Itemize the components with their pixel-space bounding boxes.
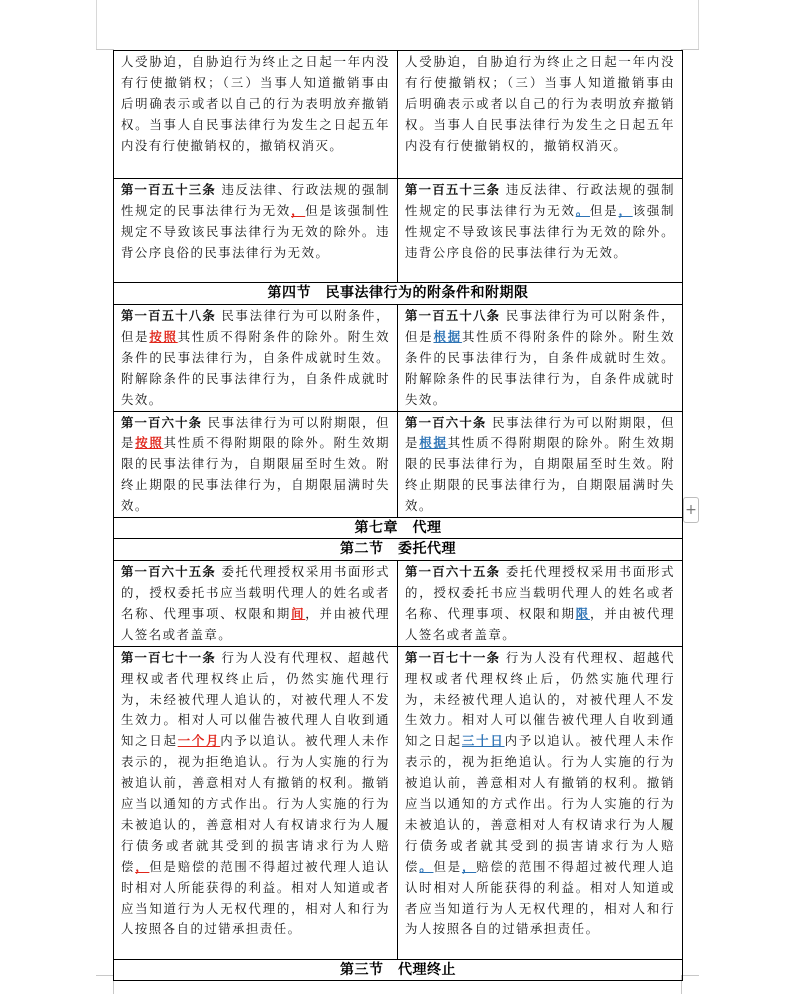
cell-text: 其性质不得附条件的除外。附生效条件的民事法律行为，自条件成就时生效。附解除条件的民事法律行为，自条件成就时失效。 [405, 328, 676, 407]
cell-text: 但是 [433, 858, 462, 874]
change-mark-inserted: 限 [575, 605, 590, 621]
cell-text: 民事法律行为可以附期限，但是 [405, 414, 676, 451]
plus-icon: + [685, 502, 697, 518]
left-cell[interactable] [114, 561, 398, 647]
table-row [114, 51, 683, 179]
table-row [114, 646, 683, 959]
chapter-heading: 第七章 代理 [114, 518, 683, 539]
cell-text: 赔偿的范围不得超过被代理人追认时相对人所能获得的利益。相对人知道或者应当知道行为人无权代理的，相对人和行为人按照各自的过错承担责任。 [121, 858, 391, 937]
section-heading-row [114, 539, 683, 561]
cell-text: 其性质不得附期限的除外。附生效期限的民事法律行为，自期限届至时生效。附终止期限的民事法律行为，自期限届满时失效。 [405, 435, 676, 514]
cell-text: 违反法律、行政法规的强制性规定的民事法律行为无效 [121, 182, 390, 218]
crop-mark-bottom-left [96, 975, 114, 976]
cell-text: 行为人没有代理权、超越代理权或者代理权终止后，仍然实施代理行为，未经被代理人追认的，对被代理人不发生效力。相对人可以催告被代理人自收到通知之日起 [121, 649, 390, 749]
cell-text: 民事法律行为可以附条件，但是 [121, 308, 390, 344]
chapter-heading-row [114, 518, 683, 539]
add-row-button[interactable] [683, 497, 699, 523]
change-mark-inserted: ， [618, 202, 633, 218]
cell-text: 但是 [589, 202, 619, 218]
crop-mark-bottom-right [681, 975, 699, 976]
article-number: 第一百五十八条 [121, 308, 216, 323]
change-mark-deleted: ， [291, 202, 306, 218]
section-heading: 第三节 代理终止 [114, 959, 683, 980]
article-number: 第一百六十五条 [405, 564, 501, 580]
right-cell[interactable] [398, 179, 683, 283]
change-mark-inserted: 。 [419, 858, 434, 874]
cell-text: 内予以追认。被代理人未作表示的，视为拒绝追认。行为人实施的行为被追认前，善意相对人有撤销的权利。撤销应当以通知的方式作出。行为人实施的行为未被追认的，善意相对人有权请求行为人履行债务或者就其受到的损害请求行为人赔偿 [121, 733, 391, 874]
cell-text: ，并由被代理人签名或者盖章。 [121, 605, 391, 642]
crop-mark-top-right [681, 49, 699, 50]
comparison-table [113, 50, 683, 981]
section-heading: 第四节 民事法律行为的附条件和附期限 [114, 283, 683, 305]
section-heading-row [114, 283, 683, 305]
section-heading: 第二节 委托代理 [114, 539, 683, 561]
cell-text: 行为人没有代理权、超越代理权或者代理权终止后，仍然实施代理行为，未经被代理人追认的，对被代理人不发生效力。相对人可以催告被代理人自收到通知之日起 [405, 649, 675, 749]
cell-text: 委托代理授权采用书面形式的，授权委托书应当载明代理人的姓名或者名称、代理事项、权限和期 [405, 564, 675, 621]
page-edge-left [96, 0, 97, 50]
change-mark-deleted: 按照 [135, 435, 164, 451]
table-row [114, 179, 683, 283]
page-edge-right [698, 0, 699, 50]
article-number: 第一百六十五条 [121, 564, 216, 580]
cell-text: 但是该强制性规定不导致该民事法律行为无效的除外。违背公序良俗的民事法律行为无效。 [121, 202, 391, 260]
cell-text: 赔偿的范围不得超过被代理人追认时相对人所能获得的利益。相对人知道或者应当知道行为人无权代理的，相对人和行为人按照各自的过错承担责任。 [405, 858, 676, 937]
article-number: 第一百六十条 [405, 414, 487, 430]
change-mark-deleted: 间 [291, 605, 306, 621]
crop-mark-top-left [96, 49, 114, 50]
left-cell[interactable] [114, 411, 398, 518]
cell-text: 民事法律行为可以附条件，但是 [405, 308, 675, 344]
left-cell[interactable] [114, 179, 398, 283]
cell-text: 人受胁迫，自胁迫行为终止之日起一年内没有行使撤销权；（三）当事人知道撤销事由后明确表示或者以自己的行为表明放弃撤销权。当事人自民事法律行为发生之日起五年内没有行使撤销权的，撤销权消灭。 [121, 54, 390, 153]
cell-text: 民事法律行为可以附期限，但是 [121, 414, 391, 451]
right-cell[interactable] [398, 646, 683, 959]
table-row [114, 561, 683, 647]
cell-text: ，并由被代理人签名或者盖章。 [405, 605, 676, 642]
change-mark-inserted: 根据 [419, 435, 448, 451]
article-number: 第一百七十一条 [405, 649, 501, 665]
right-cell[interactable] [398, 51, 683, 179]
change-mark-deleted: 一个月 [177, 733, 221, 749]
article-number: 第一百六十条 [121, 414, 203, 430]
change-mark-inserted: ， [461, 858, 477, 874]
cell-text: 内予以追认。被代理人未作表示的，视为拒绝追认。行为人实施的行为被追认前，善意相对人有撤销的权利。撤销应当以通知的方式作出。行为人实施的行为未被追认的，善意相对人有权请求行为人履行债务或者就其受到的损害请求行为人赔偿 [405, 733, 676, 874]
cell-text: 委托代理授权采用书面形式的，授权委托书应当载明代理人的姓名或者名称、代理事项、权限和期 [121, 564, 390, 621]
section-heading-row [114, 959, 683, 980]
left-cell[interactable] [114, 305, 398, 412]
article-number: 第一百五十三条 [121, 182, 216, 197]
cell-text: 该强制性规定不导致该民事法律行为无效的除外。违背公序良俗的民事法律行为无效。 [405, 202, 676, 260]
right-cell[interactable] [398, 305, 683, 412]
change-mark-deleted: ， [135, 858, 150, 874]
table-row [114, 411, 683, 518]
right-cell[interactable] [398, 561, 683, 647]
article-number: 第一百五十三条 [405, 182, 501, 197]
change-mark-inserted: 三十日 [461, 733, 505, 749]
cell-text: 其性质不得附条件的除外。附生效条件的民事法律行为，自条件成就时生效。附解除条件的民事法律行为，自条件成就时失效。 [121, 328, 391, 407]
cell-text: 其性质不得附期限的除外。附生效期限的民事法律行为，自期限届至时生效。附终止期限的民事法律行为，自期限届满时失效。 [121, 435, 391, 514]
article-number: 第一百七十一条 [121, 649, 216, 665]
article-number: 第一百五十八条 [405, 308, 501, 323]
left-cell[interactable] [114, 51, 398, 179]
change-mark-inserted: 。 [575, 202, 590, 218]
cell-text: 违反法律、行政法规的强制性规定的民事法律行为无效 [405, 182, 675, 218]
change-mark-deleted: 按照 [149, 328, 178, 344]
left-cell[interactable] [114, 646, 398, 959]
change-mark-inserted: 根据 [433, 328, 462, 344]
cell-text: 但是 [149, 858, 178, 874]
cell-text: 人受胁迫，自胁迫行为终止之日起一年内没有行使撤销权；（三）当事人知道撤销事由后明确表示或者以自己的行为表明放弃撤销权。当事人自民事法律行为发生之日起五年内没有行使撤销权的，撤销权消灭。 [405, 54, 675, 153]
right-cell[interactable] [398, 411, 683, 518]
table-row [114, 305, 683, 412]
